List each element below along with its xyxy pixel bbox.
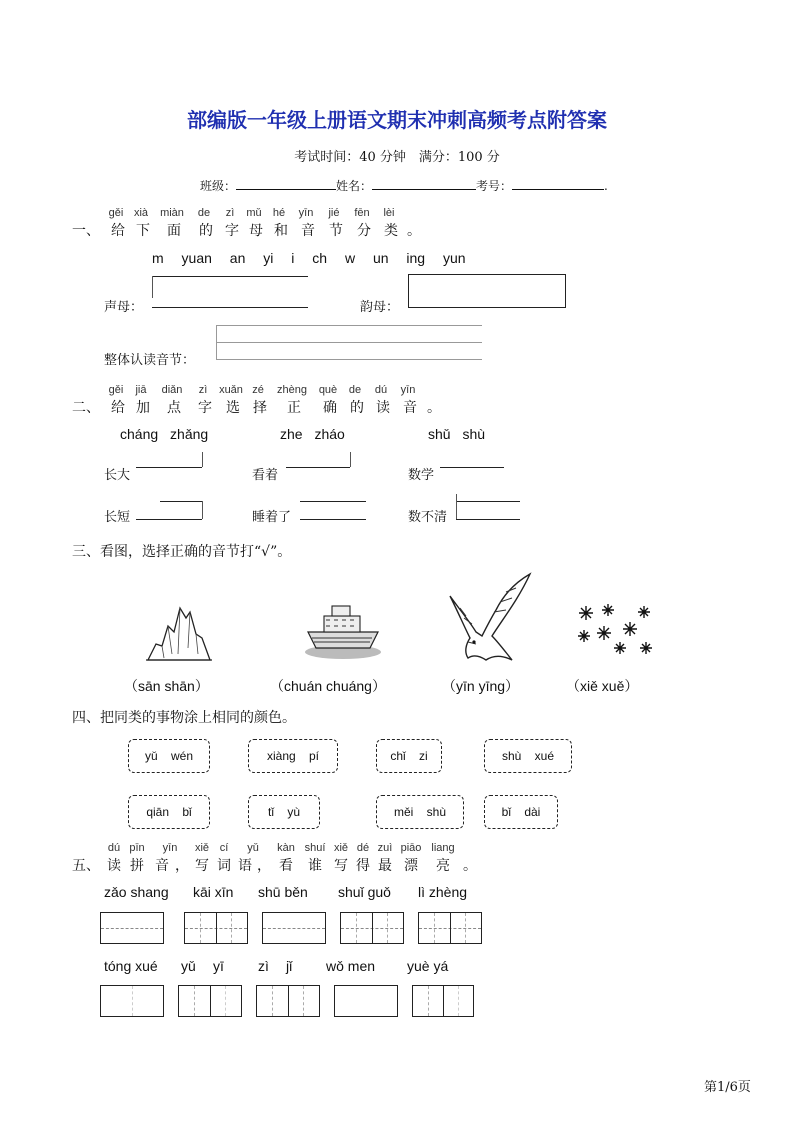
snowflakes-picture bbox=[574, 604, 656, 658]
writing-grid[interactable] bbox=[256, 985, 320, 1017]
pinyin: xuǎn bbox=[219, 384, 243, 396]
q5-pinyin-ji: jǐ bbox=[286, 958, 293, 974]
initials-answer-line[interactable] bbox=[152, 307, 308, 308]
question-number: 一、 bbox=[72, 223, 100, 239]
pinyin: hé bbox=[272, 207, 286, 219]
initials-answer-side bbox=[152, 276, 153, 298]
char: 语 bbox=[238, 858, 252, 874]
char: 确 bbox=[323, 400, 337, 416]
whole-answer-side bbox=[216, 325, 217, 359]
q5-pinyin-row bbox=[104, 842, 460, 854]
q5-pinyin-yi: yī bbox=[213, 958, 224, 974]
writing-grid[interactable] bbox=[178, 985, 242, 1017]
char: 拼 bbox=[130, 858, 144, 874]
char: 最 bbox=[378, 858, 392, 874]
char: 读 bbox=[107, 858, 121, 874]
char: 读 bbox=[376, 400, 390, 416]
answer-line[interactable] bbox=[286, 467, 350, 468]
writing-grid[interactable] bbox=[340, 912, 404, 944]
pinyin: pīn bbox=[129, 842, 145, 854]
char: 漂 bbox=[404, 858, 418, 874]
q5-pinyin-kaixin: kāi xīn bbox=[193, 884, 234, 900]
name-field[interactable] bbox=[372, 177, 476, 190]
pinyin: mǔ bbox=[246, 207, 262, 219]
page-title: 部编版一年级上册语文期末冲刺高频考点附答案 bbox=[187, 108, 607, 132]
q3-option-ship: （chuán chuáng） bbox=[270, 678, 386, 694]
name-label: 姓名： bbox=[336, 179, 373, 193]
q5-pinyin-tongxue: tóng xué bbox=[104, 958, 158, 974]
char: 谁 bbox=[308, 858, 322, 874]
char: 音 bbox=[155, 858, 169, 874]
writing-grid[interactable] bbox=[418, 912, 482, 944]
char: 择 bbox=[253, 400, 267, 416]
answer-line-top bbox=[456, 501, 520, 502]
answer-line-edge bbox=[202, 501, 203, 519]
char: 词 bbox=[217, 858, 231, 874]
q2-word-kanzhe: 看着 bbox=[252, 468, 279, 483]
pinyin: zhèng bbox=[277, 384, 307, 396]
color-card[interactable]: shù xué bbox=[484, 739, 572, 773]
char: 写 bbox=[334, 858, 348, 874]
answer-line-edge bbox=[202, 452, 203, 467]
answer-line-top bbox=[160, 501, 202, 502]
answer-line-edge bbox=[350, 452, 351, 467]
q1-letters: m yuan an yi i ch w un ing yun bbox=[152, 250, 466, 266]
mountain-picture bbox=[146, 604, 212, 662]
q1-pinyin-row bbox=[104, 207, 402, 219]
char: 得 bbox=[356, 858, 370, 874]
q2-option-1: cháng zhǎng bbox=[120, 426, 209, 442]
q3-option-snow: （xiě xuě） bbox=[566, 678, 639, 694]
color-card[interactable]: bǐ dài bbox=[484, 795, 558, 829]
color-card[interactable]: yǔ wén bbox=[128, 739, 210, 773]
pinyin: xiě bbox=[333, 842, 349, 854]
pinyin: dé bbox=[356, 842, 370, 854]
ship-picture bbox=[302, 602, 384, 660]
pinyin: cí bbox=[219, 842, 229, 854]
char: 音 bbox=[403, 400, 417, 416]
eagle-picture bbox=[446, 572, 532, 664]
q2-word-shuxue: 数学 bbox=[408, 468, 435, 483]
pinyin: gěi bbox=[108, 384, 124, 396]
answer-line-top bbox=[300, 501, 366, 502]
q2-question bbox=[72, 397, 444, 417]
pinyin: gěi bbox=[108, 207, 124, 219]
pinyin: què bbox=[318, 384, 338, 396]
char: 亮 bbox=[436, 858, 450, 874]
writing-grid[interactable] bbox=[262, 912, 326, 944]
char: 分 bbox=[357, 223, 371, 239]
q4-title: 四、把同类的事物涂上相同的颜色。 bbox=[72, 710, 296, 726]
q2-word-shubuqing: 数不清 bbox=[408, 510, 448, 525]
whole-syllables-label: 整体认读音节： bbox=[104, 353, 196, 368]
char: 。 bbox=[427, 400, 441, 416]
pinyin: piāo bbox=[400, 842, 422, 854]
q5-pinyin-zi: zì bbox=[258, 958, 269, 974]
whole-answer-mid bbox=[216, 342, 482, 343]
q5-pinyin-shuben: shū běn bbox=[258, 884, 308, 900]
answer-line[interactable] bbox=[456, 519, 520, 520]
char: 和 bbox=[274, 223, 288, 239]
writing-grid[interactable] bbox=[412, 985, 474, 1017]
initials-label: 声母： bbox=[104, 300, 144, 315]
student-info-row: 班级： 姓名： 考号： . bbox=[200, 179, 608, 193]
pinyin: xià bbox=[133, 207, 149, 219]
pinyin: yīn bbox=[162, 842, 178, 854]
char: 面 bbox=[167, 223, 181, 239]
q5-pinyin-lizheng: lì zhèng bbox=[418, 884, 468, 900]
writing-grid[interactable] bbox=[184, 912, 248, 944]
q3-option-mountain: （sān shān） bbox=[124, 678, 209, 694]
char: 下 bbox=[136, 223, 150, 239]
pinyin: fēn bbox=[354, 207, 370, 219]
q2-option-3: shǔ shù bbox=[428, 426, 486, 442]
char: 加 bbox=[136, 400, 150, 416]
q3-option-eagle: （yīn yīng） bbox=[442, 678, 520, 694]
answer-line[interactable] bbox=[300, 519, 366, 520]
question-number: 五、 bbox=[72, 858, 100, 874]
class-field[interactable] bbox=[236, 177, 336, 190]
pinyin: de bbox=[197, 207, 211, 219]
class-label: 班级： bbox=[200, 179, 237, 193]
pinyin: zé bbox=[252, 384, 264, 396]
color-card[interactable]: qiān bǐ bbox=[128, 795, 210, 829]
writing-grid[interactable] bbox=[334, 985, 398, 1017]
q5-pinyin-yueya: yuè yá bbox=[407, 958, 449, 974]
pinyin: yīn bbox=[400, 384, 416, 396]
finals-answer-box[interactable] bbox=[408, 274, 566, 308]
char: 母 bbox=[249, 223, 263, 239]
char: 的 bbox=[350, 400, 364, 416]
color-card[interactable]: xiàng pí bbox=[248, 739, 338, 773]
pinyin: shuí bbox=[304, 842, 326, 854]
whole-answer-top bbox=[216, 325, 482, 326]
q5-pinyin-yu: yǔ bbox=[181, 958, 196, 974]
q2-word-shuizhaole: 睡着了 bbox=[252, 510, 292, 525]
q1-question bbox=[72, 220, 424, 240]
pinyin: kàn bbox=[277, 842, 295, 854]
char: 给 bbox=[111, 223, 125, 239]
whole-answer-line[interactable] bbox=[216, 359, 482, 360]
pinyin: zì bbox=[225, 207, 235, 219]
char: 看 bbox=[279, 858, 293, 874]
char: 音 bbox=[301, 223, 315, 239]
pinyin: dú bbox=[107, 842, 121, 854]
q2-pinyin-row bbox=[104, 384, 422, 396]
finals-label: 韵母： bbox=[360, 300, 400, 315]
pinyin: jié bbox=[328, 207, 340, 219]
char: 字 bbox=[225, 223, 239, 239]
char: ， bbox=[257, 858, 271, 874]
char: 写 bbox=[195, 858, 209, 874]
pinyin: de bbox=[348, 384, 362, 396]
q5-pinyin-women: wǒ men bbox=[326, 958, 376, 974]
char: 给 bbox=[111, 400, 125, 416]
pinyin: diǎn bbox=[161, 384, 183, 396]
answer-line[interactable] bbox=[136, 467, 202, 468]
number-field[interactable] bbox=[512, 177, 604, 190]
pinyin: yǔ bbox=[247, 842, 259, 854]
answer-line[interactable] bbox=[136, 519, 202, 520]
pinyin: zì bbox=[198, 384, 208, 396]
initials-answer-top bbox=[152, 276, 308, 277]
pinyin: miàn bbox=[160, 207, 184, 219]
pinyin: xiě bbox=[194, 842, 210, 854]
q2-option-2: zhe zháo bbox=[280, 426, 345, 442]
q2-word-changduan: 长短 bbox=[104, 510, 131, 525]
char: 。 bbox=[407, 223, 421, 239]
q2-word-changda: 长大 bbox=[104, 468, 131, 483]
pinyin: liang bbox=[431, 842, 455, 854]
color-card[interactable]: chǐ zi bbox=[376, 739, 442, 773]
char: 点 bbox=[167, 400, 181, 416]
exam-info: 考试时间：40 分钟 满分：100 分 bbox=[294, 150, 500, 165]
question-number: 二、 bbox=[72, 400, 100, 416]
char: 正 bbox=[287, 400, 301, 416]
q5-question bbox=[72, 855, 480, 875]
char: 的 bbox=[199, 223, 213, 239]
q5-pinyin-shuiguo: shuǐ guǒ bbox=[338, 884, 391, 900]
number-label: 考号： bbox=[476, 179, 513, 193]
answer-line[interactable] bbox=[440, 467, 504, 468]
char: 字 bbox=[198, 400, 212, 416]
q3-title: 三、看图，选择正确的音节打“√”。 bbox=[72, 544, 292, 560]
writing-grid[interactable] bbox=[100, 912, 164, 944]
color-card[interactable]: tǐ yù bbox=[248, 795, 320, 829]
color-card[interactable]: měi shù bbox=[376, 795, 464, 829]
page-number: 第1/6页 bbox=[704, 1080, 751, 1095]
pinyin: jiā bbox=[135, 384, 147, 396]
pinyin: dú bbox=[374, 384, 388, 396]
writing-grid[interactable] bbox=[100, 985, 164, 1017]
q5-pinyin-zaoshang: zǎo shang bbox=[104, 884, 169, 900]
pinyin: yīn bbox=[298, 207, 314, 219]
char: 。 bbox=[463, 858, 477, 874]
char: 选 bbox=[226, 400, 240, 416]
char: 节 bbox=[329, 223, 343, 239]
char: ， bbox=[175, 858, 189, 874]
pinyin: zuì bbox=[377, 842, 393, 854]
pinyin: lèi bbox=[383, 207, 395, 219]
answer-line-edge bbox=[456, 494, 457, 519]
char: 类 bbox=[384, 223, 398, 239]
